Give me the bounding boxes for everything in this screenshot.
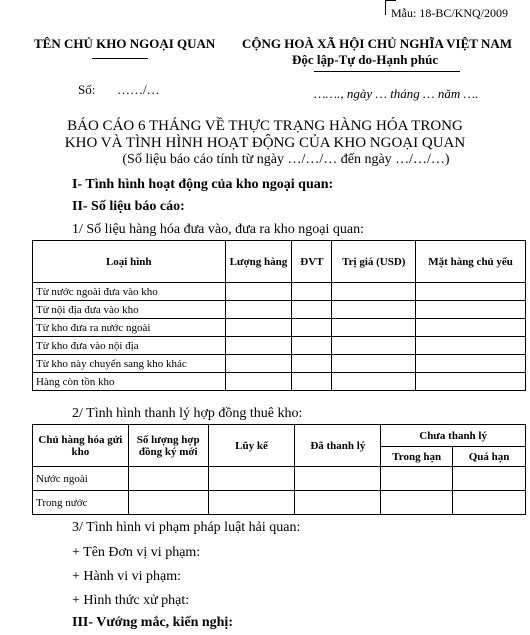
goods-row-label: Từ nước ngoài đưa vào kho <box>33 283 226 301</box>
goods-cell <box>416 337 526 355</box>
contract-table <box>32 424 526 515</box>
goods-cell <box>416 373 526 391</box>
contract-cell <box>208 491 295 515</box>
table-row <box>33 337 526 355</box>
table-row <box>33 355 526 373</box>
goods-col-unit: ĐVT <box>292 241 332 283</box>
goods-cell <box>332 373 416 391</box>
subsection-2-heading: 2/ Tình hình thanh lý hợp đồng thuê kho: <box>72 406 303 421</box>
contract-col-owner: Chủ hàng hóa gửi kho <box>33 425 129 467</box>
contract-col-overdue: Quá hạn <box>453 447 526 467</box>
violation-act-item: + Hành vi vi phạm: <box>72 569 181 584</box>
motto-underline <box>314 71 460 72</box>
table-row <box>33 491 526 515</box>
goods-cell <box>225 355 292 373</box>
section-3-heading: III- Vướng mắc, kiến nghị: <box>72 615 233 630</box>
title-line-2: KHO VÀ TÌNH HÌNH HOẠT ĐỘNG CỦA KHO NGOẠI QUAN <box>64 135 466 151</box>
goods-cell <box>292 337 332 355</box>
table-row <box>33 373 526 391</box>
contract-col-settled: Đã thanh lý <box>295 425 381 467</box>
goods-row-label: Hàng còn tồn kho <box>33 373 226 391</box>
goods-row-label: Từ kho đưa vào nội địa <box>33 337 226 355</box>
section-1-heading: I- Tình hình hoạt động của kho ngoại quan: <box>72 177 334 192</box>
goods-cell <box>225 373 292 391</box>
violation-unit-item: + Tên Đơn vị vi phạm: <box>72 545 201 560</box>
number-value: ……/… <box>117 82 160 97</box>
section-2-heading: II- Số liệu báo cáo: <box>72 199 185 214</box>
contract-table-header-row <box>33 425 526 447</box>
contract-cell <box>128 491 208 515</box>
table-row <box>33 319 526 337</box>
goods-row-label: Từ kho đưa ra nước ngoài <box>33 319 226 337</box>
number-label: Số: <box>78 82 96 97</box>
contract-col-signed: Số lượng hợp đồng ký mới <box>128 425 208 467</box>
goods-col-main-items: Mặt hàng chủ yếu <box>416 241 526 283</box>
contract-cell <box>381 467 453 491</box>
goods-cell <box>332 319 416 337</box>
goods-cell <box>416 319 526 337</box>
contract-cell <box>128 467 208 491</box>
goods-row-label: Từ kho này chuyển sang kho khác <box>33 355 226 373</box>
goods-cell <box>332 355 416 373</box>
goods-cell <box>292 301 332 319</box>
goods-cell <box>225 337 292 355</box>
goods-cell <box>332 301 416 319</box>
goods-cell <box>292 355 332 373</box>
subsection-1-heading: 1/ Số liệu hàng hóa đưa vào, đưa ra kho ngoại quan: <box>72 222 364 237</box>
goods-cell <box>332 337 416 355</box>
contract-cell <box>295 467 381 491</box>
contract-cell <box>453 491 526 515</box>
goods-row-label: Từ nội địa đưa vào kho <box>33 301 226 319</box>
nation-heading: CỘNG HOÀ XÃ HỘI CHỦ NGHĨA VIỆT NAM <box>242 36 513 51</box>
contract-cell <box>381 491 453 515</box>
goods-cell <box>416 283 526 301</box>
subsection-3-heading: 3/ Tình hình vi phạm pháp luật hải quan: <box>72 520 301 535</box>
contract-cell <box>295 491 381 515</box>
goods-cell <box>292 319 332 337</box>
contract-col-cumulative: Lũy kế <box>208 425 295 467</box>
contract-col-on-time: Trong hạn <box>381 447 453 467</box>
form-code-text: Mẫu: 18-BC/KNQ/2009 <box>391 6 508 20</box>
goods-cell <box>225 301 292 319</box>
org-underline <box>92 58 148 59</box>
goods-col-value: Trị giá (USD) <box>332 241 416 283</box>
contract-col-unsettled: Chưa thanh lý <box>381 425 526 447</box>
goods-cell <box>332 283 416 301</box>
goods-col-type: Loại hình <box>33 241 226 283</box>
goods-table <box>32 240 526 391</box>
report-title <box>0 118 530 152</box>
dateline: ……., ngày … tháng … năm …. <box>314 86 479 101</box>
report-period: (Số liệu báo cáo tính từ ngày …/…/… đến ngày …/…/…) <box>122 152 450 167</box>
goods-cell <box>292 373 332 391</box>
goods-cell <box>416 355 526 373</box>
contract-cell <box>208 467 295 491</box>
motto: Độc lập-Tự do-Hạnh phúc <box>292 52 439 67</box>
table-row <box>33 283 526 301</box>
goods-table-header-row <box>33 241 526 283</box>
table-row <box>33 467 526 491</box>
penalty-form-item: + Hình thức xử phạt: <box>72 593 190 608</box>
table-row <box>33 301 526 319</box>
goods-cell <box>416 301 526 319</box>
goods-cell <box>225 283 292 301</box>
contract-row-label: Trong nước <box>33 491 129 515</box>
goods-cell <box>225 319 292 337</box>
contract-row-label: Nước ngoài <box>33 467 129 491</box>
goods-cell <box>292 283 332 301</box>
form-code-bracket <box>385 0 396 15</box>
contract-cell <box>453 467 526 491</box>
form-code <box>391 6 508 21</box>
org-name: TÊN CHỦ KHO NGOẠI QUAN <box>34 36 216 51</box>
goods-col-quantity: Lượng hàng <box>225 241 292 283</box>
title-line-1: BÁO CÁO 6 THÁNG VỀ THỰC TRẠNG HÀNG HÓA TRONG <box>67 118 463 134</box>
